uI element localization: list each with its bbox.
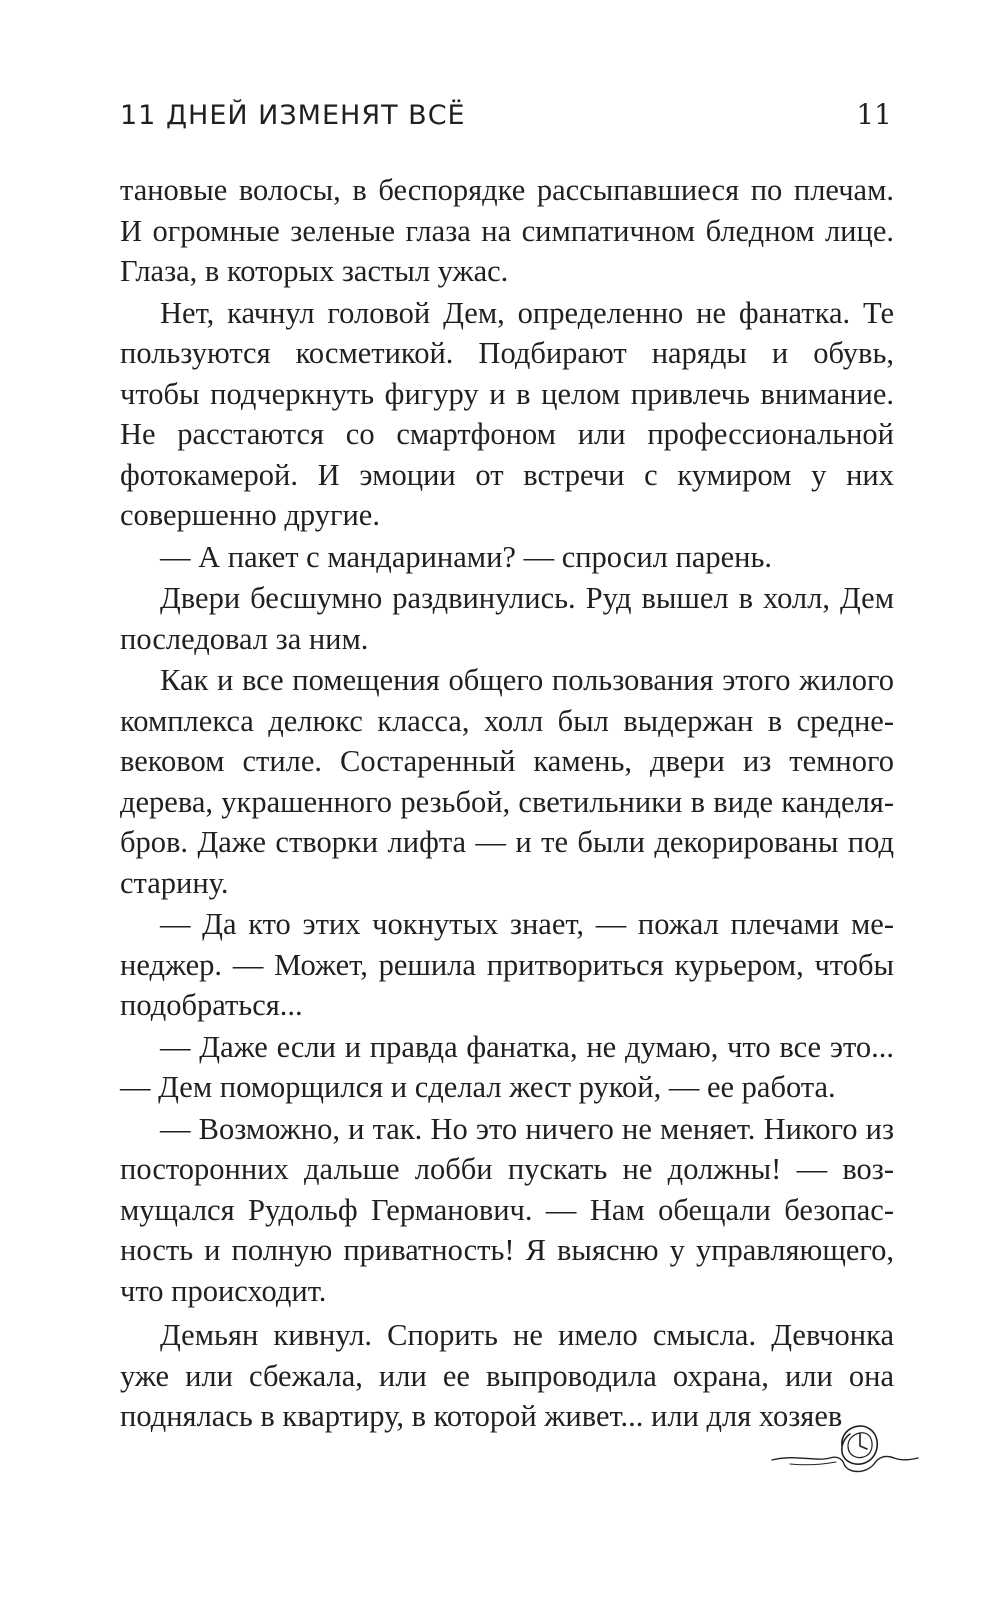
page-number: 11 xyxy=(856,98,892,131)
paragraph: Двери бесшумно раздвинулись. Руд вышел в холл, Дем последовал за ним. xyxy=(120,581,894,656)
paragraph: — Да кто этих чокнутых знает, — пожал плечами менеджер. — Может, решила притвориться курьером, чтобы подобраться... xyxy=(120,907,894,1022)
paragraph: — А пакет с мандаринами? — спросил парень. xyxy=(160,539,773,574)
page-text xyxy=(120,170,894,1438)
paragraph: Как и все помещения общего пользования этого жилого комплекса делюкс класса, холл был выдержан в средневековом стиле. Состаренный камень, двери из темного дерева, украшенного резьбой, светильники в виде канделябров. Даже створки лифта — и те были декорированы под старину. xyxy=(120,663,894,900)
paragraph: Демьян кивнул. Спорить не имело смысла. Девчонка уже или сбежала, или ее выпроводила охрана, или она поднялась в квартиру, в которой живет... или для хозяев xyxy=(120,1318,894,1433)
clock-ornament xyxy=(770,1418,920,1488)
clock-icon xyxy=(770,1418,920,1488)
paragraph: тановые волосы, в беспорядке рассыпавшиеся по плечам. И огромные зеленые глаза на симпатичном бледном лице. Глаза, в которых застыл ужас. xyxy=(120,173,894,288)
paragraph: Нет, качнул головой Дем, определенно не фанатка. Те пользуются косметикой. Подбирают наряды и обувь, чтобы подчеркнуть фигуру и в целом привлечь внимание. Не расстаются со смартфоном или профессиональной фотокамерой. И эмоции от встречи с кумиром у них совершенно другие. xyxy=(120,295,894,532)
paragraph: — Даже если и правда фанатка, не думаю, что все это... — Дем поморщился и сделал жест рукой, — ее работа. xyxy=(120,1029,894,1104)
paragraph: — Возможно, и так. Но это ничего не меняет. Никого из посторонних дальше лобби пускать не должны! — возмущался Рудольф Германович. — Нам обещали безопасность и полную приватность! Я выясню у управляющего, что происходит. xyxy=(120,1111,894,1308)
running-title: 11 ДНЕЙ ИЗМЕНЯТ ВСЁ xyxy=(120,100,466,131)
